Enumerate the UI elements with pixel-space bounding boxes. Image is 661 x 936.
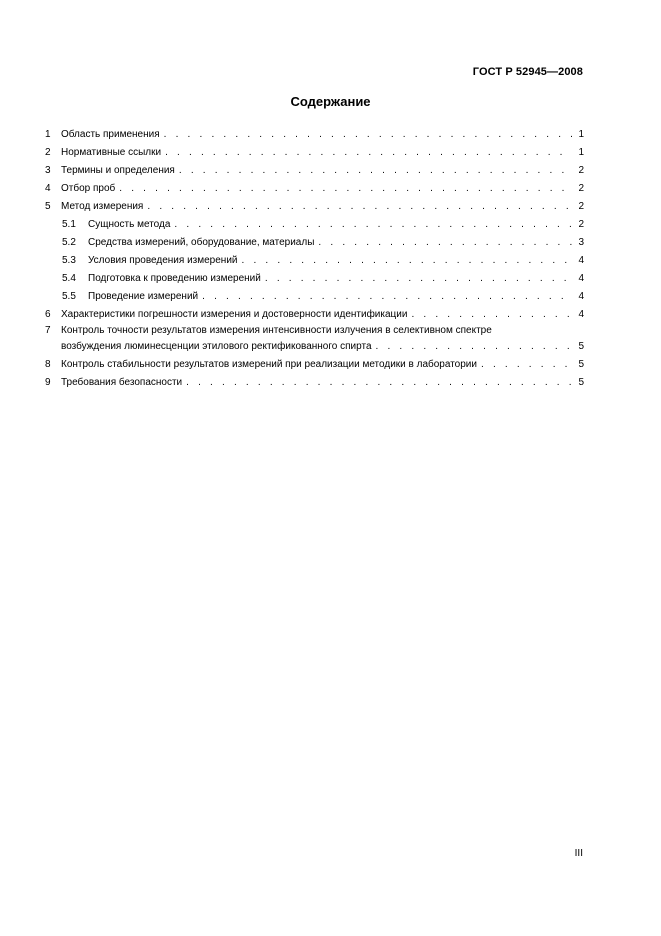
toc-number: 5.5 — [62, 291, 76, 302]
toc-page: 3 — [578, 237, 584, 248]
toc-page: 1 — [578, 147, 584, 158]
toc-page: 4 — [578, 309, 584, 320]
dot-leader — [164, 126, 572, 144]
standard-code: ГОСТ Р 52945—2008 — [472, 66, 583, 78]
dot-leader — [174, 216, 572, 234]
toc-number: 5.1 — [62, 219, 76, 230]
toc-entry-7[interactable] — [45, 324, 584, 338]
dot-leader — [186, 374, 572, 392]
toc-entry-3[interactable] — [45, 162, 584, 180]
toc-entry-1[interactable] — [45, 126, 584, 144]
dot-leader — [411, 306, 572, 324]
toc-entry-5-2[interactable] — [45, 234, 584, 252]
page-title: Содержание — [290, 94, 371, 109]
toc-page: 4 — [578, 291, 584, 302]
toc-number: 5.4 — [62, 273, 76, 284]
toc-label: Сущность метода — [88, 219, 171, 230]
toc-number: 6 — [45, 309, 51, 320]
toc-label: Контроль стабильности результатов измерений при реализации методики в лаборатории — [61, 359, 477, 370]
toc-number: 1 — [45, 129, 51, 140]
toc-entry-2[interactable] — [45, 144, 584, 162]
toc-number: 5.3 — [62, 255, 76, 266]
toc-number: 2 — [45, 147, 51, 158]
toc-page: 2 — [578, 219, 584, 230]
page-number: III — [574, 848, 583, 859]
toc-entry-5-4[interactable] — [45, 270, 584, 288]
dot-leader — [318, 234, 572, 252]
toc-page: 4 — [578, 273, 584, 284]
toc-page: 5 — [578, 341, 584, 352]
toc-number: 8 — [45, 359, 51, 370]
toc-number: 5 — [45, 201, 51, 212]
toc-number: 3 — [45, 165, 51, 176]
toc-entry-4[interactable] — [45, 180, 584, 198]
dot-leader — [147, 198, 572, 216]
toc-label: Нормативные ссылки — [61, 147, 162, 158]
toc-page: 1 — [578, 129, 584, 140]
toc-number: 4 — [45, 183, 51, 194]
toc-number: 9 — [45, 377, 51, 388]
toc-page: 5 — [578, 377, 584, 388]
table-of-contents — [45, 126, 584, 392]
toc-label: Характеристики погрешности измерения и достоверности идентификации — [61, 309, 408, 320]
toc-label: Проведение измерений — [88, 291, 199, 302]
toc-page: 2 — [578, 165, 584, 176]
toc-label: Условия проведения измерений — [88, 255, 238, 266]
toc-page: 5 — [578, 359, 584, 370]
toc-label: Требования безопасности — [61, 377, 183, 388]
toc-label-continuation: возбуждения люминесценции этилового ректификованного спирта — [61, 341, 372, 352]
toc-entry-7-continuation[interactable] — [45, 338, 584, 356]
dot-leader — [242, 252, 573, 270]
dot-leader — [179, 162, 572, 180]
dot-leader — [165, 144, 572, 162]
dot-leader — [481, 356, 572, 374]
toc-entry-5-5[interactable] — [45, 288, 584, 306]
dot-leader — [119, 180, 572, 198]
toc-entry-5[interactable] — [45, 198, 584, 216]
toc-entry-5-1[interactable] — [45, 216, 584, 234]
toc-label: Метод измерения — [61, 201, 144, 212]
toc-page: 2 — [578, 183, 584, 194]
toc-label: Отбор проб — [61, 183, 116, 194]
toc-number: 7 — [45, 325, 51, 336]
toc-label: Подготовка к проведению измерений — [88, 273, 261, 284]
toc-page: 4 — [578, 255, 584, 266]
toc-label: Область применения — [61, 129, 160, 140]
toc-entry-6[interactable] — [45, 306, 584, 324]
toc-entry-8[interactable] — [45, 356, 584, 374]
toc-entry-5-3[interactable] — [45, 252, 584, 270]
dot-leader — [202, 288, 572, 306]
toc-number: 5.2 — [62, 237, 76, 248]
toc-entry-9[interactable] — [45, 374, 584, 392]
toc-label: Контроль точности результатов измерения интенсивности излучения в селективном спектре — [61, 325, 492, 336]
toc-label: Термины и определения — [61, 165, 175, 176]
toc-page: 2 — [578, 201, 584, 212]
dot-leader — [265, 270, 572, 288]
dot-leader — [376, 338, 572, 356]
toc-label: Средства измерений, оборудование, материалы — [88, 237, 315, 248]
